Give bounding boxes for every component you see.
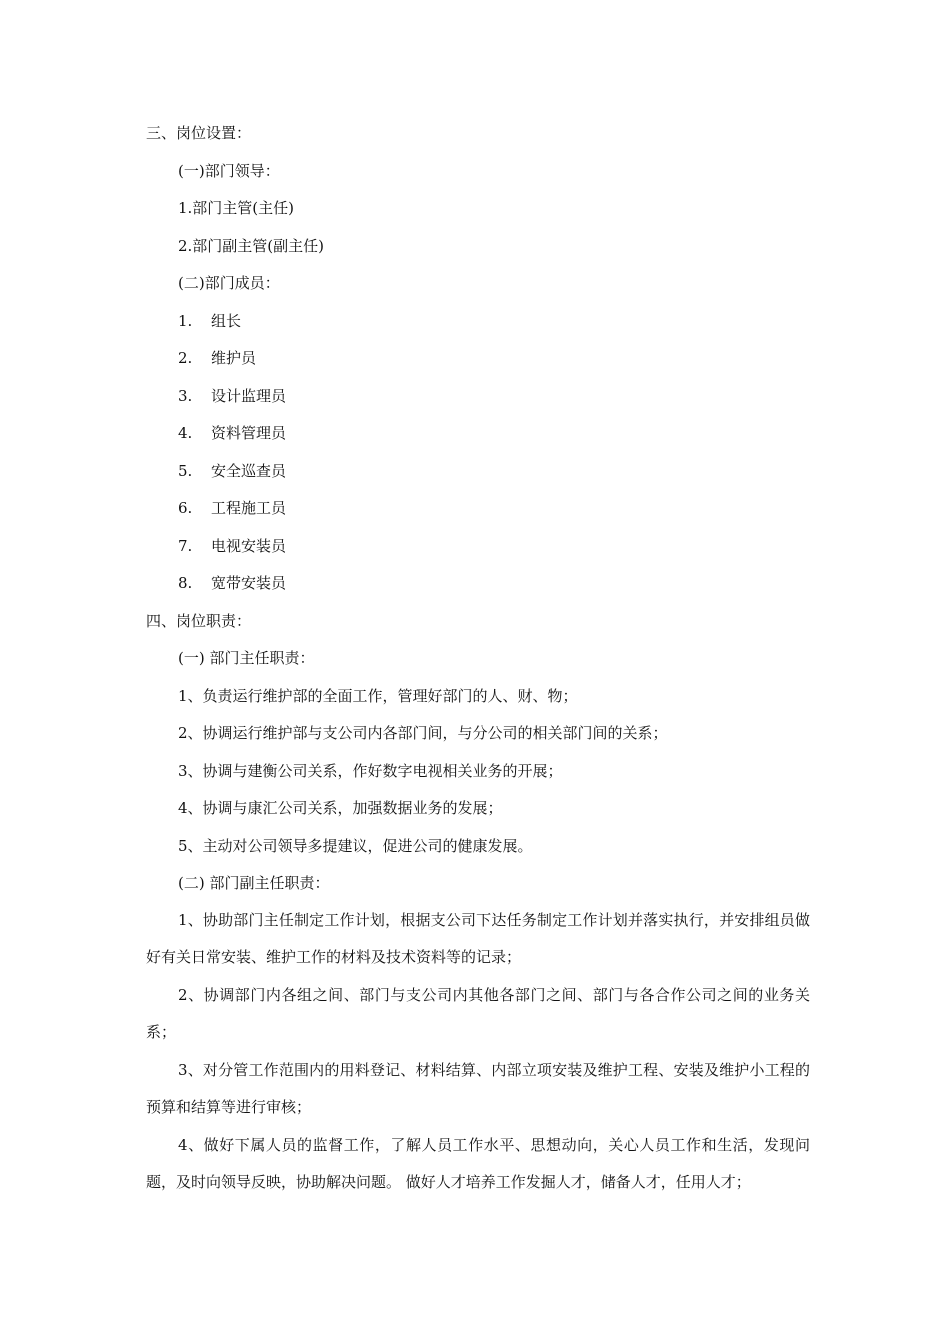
director-heading: (一) 部门主任职责： <box>178 649 315 667</box>
member-label: 设计监理员 <box>211 387 287 405</box>
director-duty: 3、协调与建衡公司关系，作好数字电视相关业务的开展； <box>178 762 563 780</box>
members-heading: (二)部门成员： <box>178 274 280 292</box>
member-number: 1. <box>178 312 193 330</box>
member-number: 5. <box>178 462 193 480</box>
director-duty: 1、负责运行维护部的全面工作，管理好部门的人、财、物； <box>178 687 578 705</box>
deputy-duty: 2、协调部门内各组之间、部门与支公司内其他各部门之间、部门与各合作公司之间的业务关系； <box>146 986 810 1041</box>
leader-item-2: 2.部门副主管(副主任) <box>178 237 325 255</box>
member-label: 电视安装员 <box>211 537 287 555</box>
member-label: 工程施工员 <box>211 499 287 517</box>
leaders-heading: (一)部门领导： <box>178 162 280 180</box>
director-duty: 4、协调与康汇公司关系，加强数据业务的发展； <box>178 799 503 817</box>
member-number: 7. <box>178 537 193 555</box>
member-number: 8. <box>178 574 193 592</box>
member-label: 安全巡查员 <box>211 462 287 480</box>
deputy-duty: 1、协助部门主任制定工作计划，根据支公司下达任务制定工作计划并落实执行，并安排组员做好有关日常安装、维护工作的材料及技术资料等的记录； <box>146 911 810 966</box>
member-label: 宽带安装员 <box>211 574 287 592</box>
member-label: 组长 <box>211 312 242 330</box>
deputy-duty: 4、做好下属人员的监督工作，了解人员工作水平、思想动向，关心人员工作和生活，发现问题，及时向领导反映，协助解决问题。 做好人才培养工作发掘人才，储备人才，任用人才； <box>146 1136 810 1191</box>
member-number: 6. <box>178 499 193 517</box>
member-number: 4. <box>178 424 193 442</box>
member-label: 资料管理员 <box>211 424 287 442</box>
section-3-title: 三、岗位设置： <box>146 124 252 142</box>
director-duty: 2、协调运行维护部与支公司内各部门间，与分公司的相关部门间的关系； <box>178 724 668 742</box>
member-number: 3. <box>178 387 193 405</box>
deputy-heading: (二) 部门副主任职责： <box>178 874 330 892</box>
director-duty: 5、主动对公司领导多提建议，促进公司的健康发展。 <box>178 837 533 855</box>
leader-item-1: 1.部门主管(主任) <box>178 199 295 217</box>
member-label: 维护员 <box>211 349 257 367</box>
section-4-title: 四、岗位职责： <box>146 612 252 630</box>
deputy-duty: 3、对分管工作范围内的用料登记、材料结算、内部立项安装及维护工程、安装及维护小工程的预算和结算等进行审核； <box>146 1061 810 1116</box>
member-number: 2. <box>178 349 193 367</box>
